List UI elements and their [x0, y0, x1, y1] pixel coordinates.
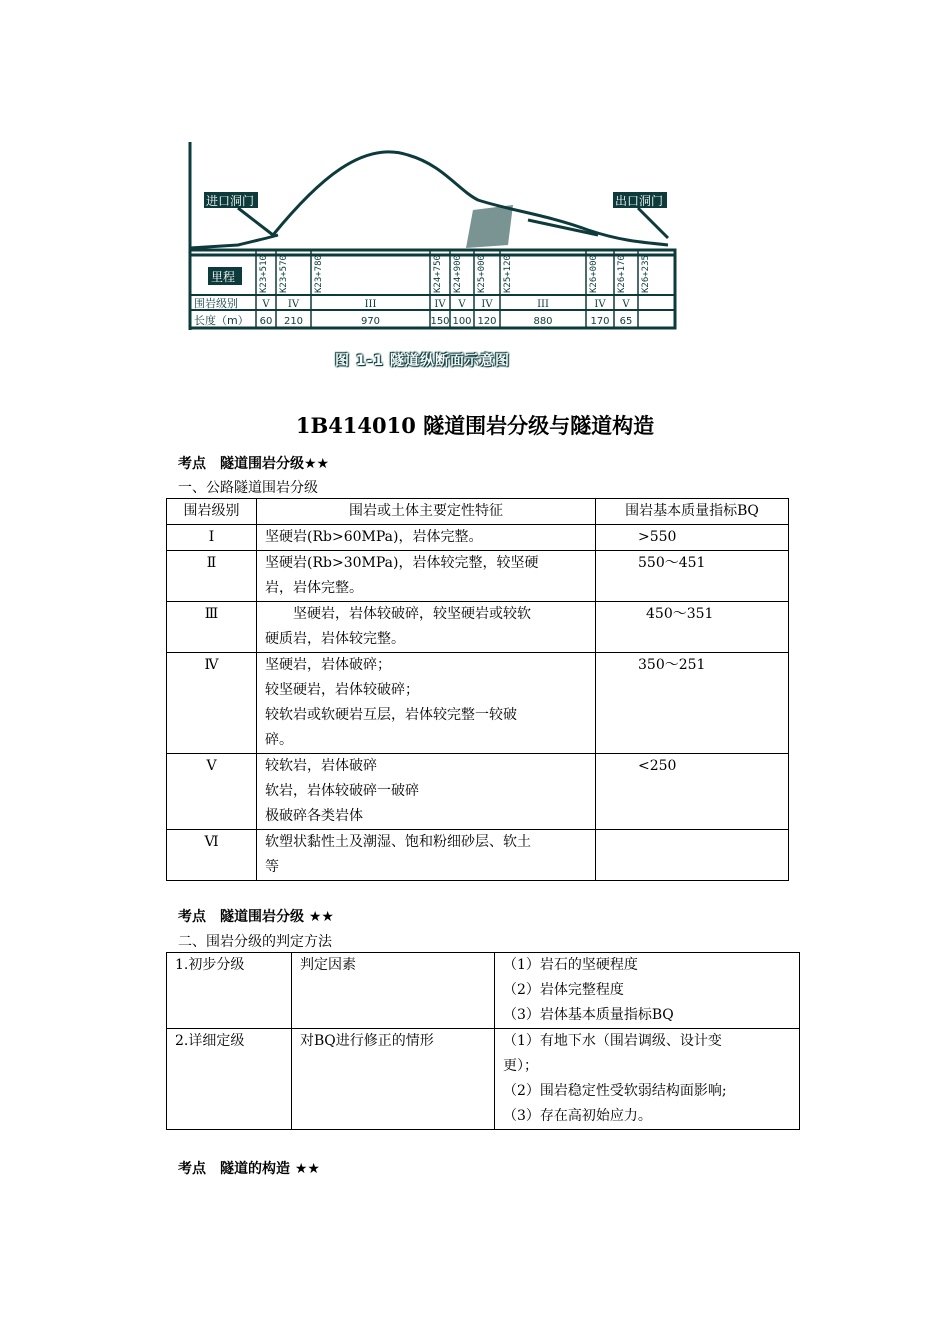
grading-method-table: [166, 952, 800, 1130]
length-cell-text: 170: [590, 316, 610, 327]
grade-cell-text: V: [458, 299, 466, 310]
grade-cell-text: IV: [594, 299, 606, 310]
bq-cell: 350～251: [596, 653, 789, 754]
bq-cell: >550: [596, 525, 789, 551]
feature-line: 较坚硬岩，岩体较破碎；: [265, 682, 419, 698]
grade-cell-text: V: [262, 299, 270, 310]
station-label: K23+570: [279, 255, 289, 293]
feature-line: 坚硬岩，岩体较破碎，较坚硬岩或较软: [293, 606, 531, 622]
length-cell-text: 150: [430, 316, 450, 327]
item-line: （3）存在高初始应力。: [503, 1108, 652, 1124]
grade-cell: Ⅵ: [167, 830, 257, 881]
feature-line: 碎。: [265, 732, 293, 748]
grade-cell: Ⅰ: [167, 525, 257, 551]
length-cell-text: 100: [452, 316, 472, 327]
header-features: 围岩或土体主要定性特征: [257, 499, 596, 525]
feature-cell: [257, 602, 596, 653]
section-subtitle-2: 二、围岩分级的判定方法: [178, 934, 332, 950]
table-row: [167, 602, 789, 653]
feature-line: 软岩，岩体较破碎一破碎: [265, 783, 419, 799]
feature-line: 硬质岩，岩体较完整。: [265, 631, 405, 647]
table-row: [167, 653, 789, 754]
feature-line: 较软岩，岩体破碎: [265, 758, 377, 774]
length-cell-text: 60: [259, 316, 273, 327]
station-label: K25+000: [477, 255, 487, 293]
header-bq: 围岩基本质量指标BQ: [596, 499, 789, 525]
factor-cell: 对BQ进行修正的情形: [292, 1029, 495, 1130]
feature-cell: [257, 830, 596, 881]
feature-line: 岩，岩体完整。: [265, 580, 363, 596]
station-label: K24+750: [433, 255, 443, 293]
grade-cell-text: IV: [434, 299, 446, 310]
feature-line: 坚硬岩(Rb>60MPa)，岩体完整。: [265, 529, 483, 545]
table-row: [167, 551, 789, 602]
feature-line: 坚硬岩(Rb>30MPa)，岩体较完整，较坚硬: [265, 555, 539, 571]
kaodian-title: 隧道围岩分级★★: [220, 456, 330, 472]
tunnel-profile-figure: [178, 130, 688, 380]
station-label: K26+000: [589, 255, 599, 293]
table-row: [167, 754, 789, 830]
kaodian-label: 考点: [178, 909, 206, 925]
item-line: （1）岩石的坚硬程度: [503, 957, 638, 973]
figure-caption: 图 1-1 隧道纵断面示意图: [335, 353, 511, 369]
section-subtitle-1: 一、公路隧道围岩分级: [178, 480, 318, 496]
grade-cell-text: III: [364, 299, 377, 310]
table-row: [167, 953, 800, 1029]
exit-label: 出口洞门: [615, 194, 664, 208]
feature-line: 极破碎各类岩体: [265, 808, 363, 824]
station-label: K26+170: [617, 255, 627, 293]
kaodian-heading-1: [178, 453, 329, 473]
kaodian-heading-2: [178, 906, 334, 926]
mileage-label: 里程: [211, 270, 236, 284]
header-level: 围岩级别: [167, 499, 257, 525]
tunnel-profile-drawing: [178, 130, 688, 380]
length-cell-text: 210: [283, 316, 304, 327]
grade-label: 围岩级别: [194, 297, 238, 310]
item-line: （2）围岩稳定性受软弱结构面影响;: [503, 1083, 727, 1099]
entrance-label: 进口洞门: [206, 194, 255, 208]
grade-cell: Ⅲ: [167, 602, 257, 653]
length-label: 长度（m）: [194, 314, 249, 327]
bq-cell: <250: [596, 754, 789, 830]
grade-cell: Ⅴ: [167, 754, 257, 830]
rock-grade-table: [166, 498, 789, 881]
step-cell: 2.详细定级: [167, 1029, 292, 1130]
feature-cell: [257, 653, 596, 754]
station-label: K24+900: [453, 255, 463, 293]
grade-cell: Ⅱ: [167, 551, 257, 602]
kaodian-label: 考点: [178, 1161, 206, 1177]
kaodian-title: 隧道的构造 ★★: [220, 1161, 320, 1177]
grade-cell-text: IV: [287, 299, 300, 310]
length-cell-text: 880: [533, 316, 553, 327]
grade-cell-text: III: [537, 299, 549, 310]
table-row: [167, 1029, 800, 1130]
kaodian-title: 隧道围岩分级 ★★: [220, 909, 334, 925]
station-label: K25+120: [503, 255, 513, 293]
length-cell-text: 120: [477, 316, 497, 327]
length-cell-text: 65: [619, 316, 633, 327]
item-line: 更）；: [503, 1058, 538, 1074]
page-title: 1B414010 隧道围岩分级与隧道构造: [295, 413, 655, 438]
feature-line: 软塑状黏性土及潮湿、饱和粉细砂层、软土: [265, 834, 531, 850]
table-row: [167, 525, 789, 551]
station-label: K23+780: [314, 255, 324, 293]
feature-line: 等: [265, 859, 279, 875]
bq-cell: [596, 830, 789, 881]
grade-cell: Ⅳ: [167, 653, 257, 754]
factor-cell: 判定因素: [292, 953, 495, 1029]
kaodian-heading-3: [178, 1158, 320, 1178]
table-header-row: [167, 499, 789, 525]
grade-cell-text: V: [622, 299, 630, 310]
kaodian-label: 考点: [178, 456, 206, 472]
table-row: [167, 830, 789, 881]
grade-cell-text: IV: [481, 299, 493, 310]
grade-cells: [260, 299, 633, 327]
step-cell: 1.初步分级: [167, 953, 292, 1029]
item-line: （2）岩体完整程度: [503, 982, 624, 998]
bq-cell: 450～351: [596, 602, 789, 653]
item-line: （3）岩体基本质量指标BQ: [503, 1007, 674, 1023]
feature-cell: [257, 525, 596, 551]
items-cell: [495, 1029, 800, 1130]
feature-line: 较软岩或软硬岩互层，岩体较完整一较破: [265, 707, 517, 723]
feature-line: 坚硬岩，岩体破碎；: [265, 657, 391, 673]
station-label: K26+235: [641, 255, 651, 293]
length-cell-text: 970: [360, 316, 381, 327]
bq-cell: 550～451: [596, 551, 789, 602]
station-label: K23+510: [259, 255, 269, 293]
feature-cell: [257, 754, 596, 830]
items-cell: [495, 953, 800, 1029]
item-line: （1）有地下水（围岩调级、设计变: [503, 1033, 722, 1049]
feature-cell: [257, 551, 596, 602]
